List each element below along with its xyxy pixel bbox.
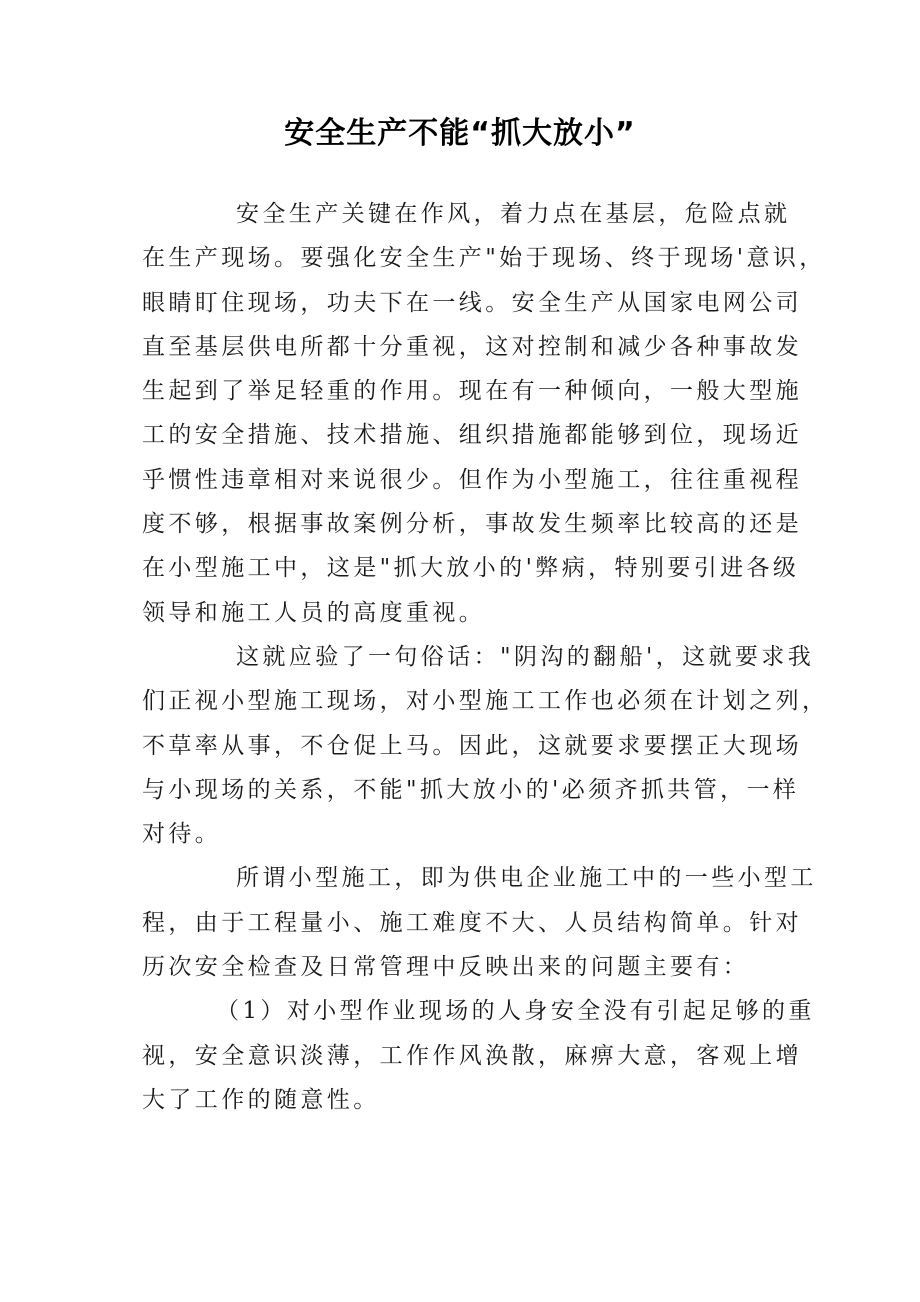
text-line: 工的安全措施、技术措施、组织措施都能够到位，现场近 (142, 422, 802, 449)
paragraph-3 (142, 856, 817, 989)
text-line: 大了工作的随意性。 (142, 1086, 380, 1113)
paragraph-2 (142, 635, 829, 856)
paragraph-1 (142, 192, 826, 635)
text-line: 在生产现场。要强化安全生产"始于现场、终于现场'意识， (142, 245, 826, 272)
text-line: 眼睛盯住现场，功夫下在一线。安全生产从国家电网公司 (142, 289, 802, 316)
document-title: 安全生产不能“抓大放小” (284, 116, 636, 151)
text-line: 们正视小型施工现场，对小型施工工作也必须在计划之列， (142, 688, 829, 715)
text-line: 直至基层供电所都十分重视，这对控制和减少各种事故发 (142, 333, 802, 360)
text-line: 这就应验了一句俗话："阴沟的翻船'，这就要求我 (236, 643, 815, 670)
text-line: 生起到了举足轻重的作用。现在有一种倾向，一般大型施 (142, 378, 802, 405)
text-line: 乎惯性违章相对来说很少。但作为小型施工，往往重视程 (142, 466, 802, 493)
text-line: 领导和施工人员的高度重视。 (142, 599, 486, 626)
text-line: 程，由于工程量小、施工难度不大、人员结构简单。针对 (142, 909, 802, 936)
text-line: （1）对小型作业现场的人身安全没有引起足够的重 (216, 998, 815, 1025)
text-line: 视，安全意识淡薄，工作作风涣散，麻痹大意，客观上增 (142, 1042, 802, 1069)
paragraph-4-list-item-1 (142, 989, 815, 1122)
text-line: 历次安全检查及日常管理中反映出来的问题主要有： (142, 954, 750, 981)
text-line: 与小现场的关系，不能"抓大放小的'必须齐抓共管，一样 (142, 776, 800, 803)
text-line: 对待。 (142, 821, 222, 848)
document-body (142, 192, 829, 1122)
text-line: 所谓小型施工，即为供电企业施工中的一些小型工 (236, 865, 817, 892)
text-line: 度不够，根据事故案例分析，事故发生频率比较高的还是 (142, 511, 802, 538)
text-line: 安全生产关键在作风，着力点在基层，危险点就 (236, 201, 791, 227)
text-line: 在小型施工中，这是"抓大放小的'弊病，特别要引进各级 (142, 555, 800, 582)
text-line: 不草率从事，不仓促上马。因此，这就要求要摆正大现场 (142, 732, 802, 759)
